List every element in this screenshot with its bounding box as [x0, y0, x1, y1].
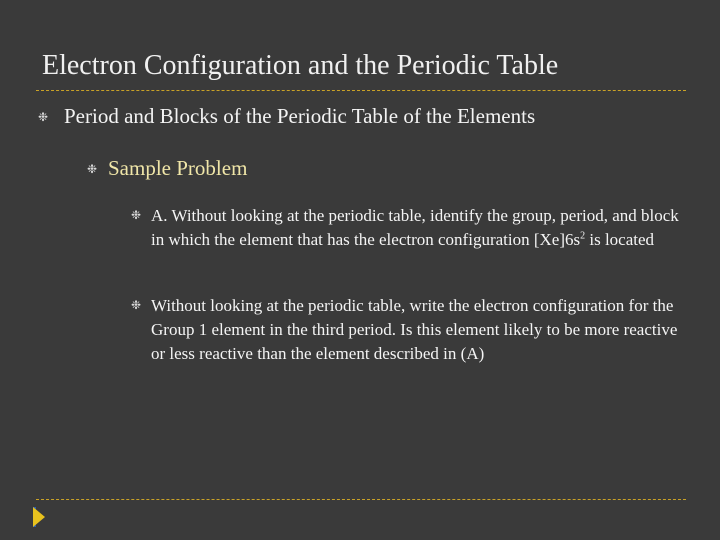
bullet-icon: ❉ [131, 208, 142, 222]
problem-item-a-text: A. Without looking at the periodic table, identify the group, period, and block in which the element that has the electron configuration [Xe]6s [151, 206, 679, 249]
bullet-icon: ❉ [38, 110, 49, 124]
bullet-icon: ❉ [87, 162, 98, 176]
superscript: 2 [580, 230, 586, 242]
level1-heading: Period and Blocks of the Periodic Table of the Elements [64, 104, 536, 128]
level2-heading: Sample Problem [108, 156, 248, 180]
slide-title: Electron Configuration and the Periodic Table [42, 50, 559, 81]
next-slide-arrow-icon[interactable] [33, 507, 45, 527]
problem-item-a-tail: is located [585, 230, 655, 249]
bullet-icon: ❉ [131, 298, 142, 312]
title-divider [36, 90, 686, 91]
problem-item-b: Without looking at the periodic table, write the electron configuration for the Group 1 element in the third period. Is this element likely to be more reactive or less reactive than the element described in (A) [151, 296, 678, 363]
problem-item-a [151, 204, 681, 252]
footer-divider [36, 499, 686, 500]
